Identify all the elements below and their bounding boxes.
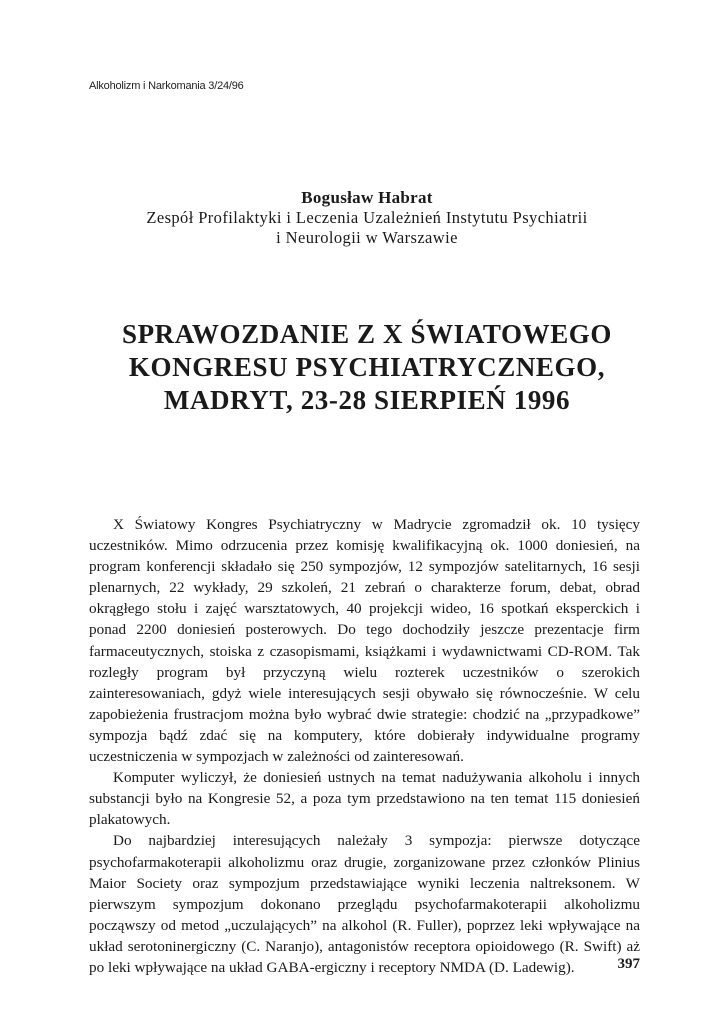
body-paragraph-1: X Światowy Kongres Psychiatryczny w Madrycie zgromadził ok. 10 tysięcy uczestników. Mimo odrzucenia przez komisję kwalifikacyjną ok. 1000 doniesień, na program konferencji składało się 250 sympozjów, 12 sympozjów satelitarnych, 16 sesji plenarnych, 22 wykłady, 29 szkoleń, 21 zebrań o charakterze forum, debat, obrad okrągłego stołu i zajęć warsztatowych, 40 projekcji wideo, 16 spotkań eksperckich i ponad 2200 doniesień posterowych. Do tego dochodziły jeszcze prezentacje firm farmaceutycznych, stoiska z czasopismami, książkami i wydawnictwami CD-ROM. Tak rozległy program był przyczyną wielu rozterek uczestników o szerokich zainteresowaniach, gdyż wiele interesujących sesji obywało się równocześnie. W celu zapobieżenia frustracjom można było wybrać dwie strategie: chodzić na „przypadkowe” sympozja bądź zdać się na komputery, które dobierały indywidualne programy uczestniczenia w sympozjach w zależności od zainteresowań. — [89, 516, 640, 766]
affiliation-line-2: i Neurologii w Warszawie — [276, 228, 458, 247]
body-paragraph-2: Komputer wyliczył, że doniesień ustnych na temat nadużywania alkoholu i innych substancji było na Kongresie 52, a poza tym przedstawiono na ten temat 115 doniesień plakatowych. — [89, 769, 640, 829]
affiliation-line-1: Zespół Profilaktyki i Leczenia Uzależnień Instytutu Psychiatrii — [146, 208, 588, 227]
author-block — [89, 188, 645, 248]
title-line-2: KONGRESU PSYCHIATRYCZNEGO, — [128, 352, 606, 382]
page-number: 397 — [617, 956, 640, 972]
body-paragraph-3: Do najbardziej interesujących należały 3 sympozja: pierwsze dotyczące psychofarmakoterapii alkoholizmu oraz drugie, zorganizowane przez członków Plinius Maior Society oraz sympozjum przedstawiające wyniki leczenia naltreksonem. W pierwszym sympozjum dokonano przeglądu psychofarmakoterapii alkoholizmu począwszy od metod „uczulających” na alkohol (R. Fuller), poprzez leki wpływające na układ serotoninergiczny (C. Naranjo), antagonistów receptora opioidowego (R. Swift) aż po leki wpływające na układ GABA-ergiczny i receptory NMDA (D. Ladewig). — [89, 832, 640, 976]
article-body — [89, 514, 640, 978]
article-title — [89, 318, 645, 417]
title-line-3: MADRYT, 23-28 SIERPIEŃ 1996 — [163, 385, 571, 415]
title-line-1: SPRAWOZDANIE Z X ŚWIATOWEGO — [121, 319, 613, 349]
journal-reference: Alkoholizm i Narkomania 3/24/96 — [89, 80, 244, 92]
author-name: Bogusław Habrat — [301, 188, 433, 207]
